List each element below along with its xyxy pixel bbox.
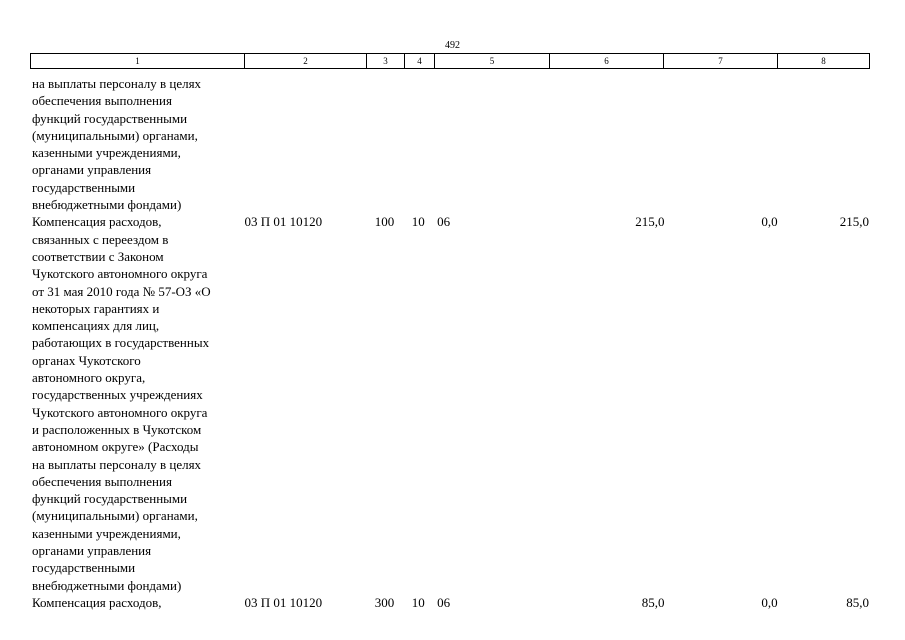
- row-value-7: 0,0: [761, 594, 778, 610]
- description-line: работающих в государственных: [32, 335, 210, 351]
- description-line: обеспечения выполнения: [32, 93, 172, 109]
- row-description: [30, 594, 244, 611]
- description-line: внебюджетными фондами): [32, 197, 182, 213]
- description-line: соответствии с Законом: [32, 248, 164, 264]
- description-line: органах Чукотского: [32, 352, 141, 368]
- column-header-4: 4: [405, 54, 435, 69]
- row-value-6: 85,0: [641, 594, 665, 610]
- row-section: 10: [411, 214, 425, 230]
- description-line: (муниципальными) органами,: [32, 508, 198, 524]
- column-header-6: 6: [550, 54, 664, 69]
- description-line: функций государственными: [32, 110, 188, 126]
- row-subsection: [433, 75, 551, 213]
- table-body: [30, 75, 869, 611]
- column-header-3: 3: [367, 54, 405, 69]
- row-description: [30, 213, 244, 594]
- description-line: Чукотского автономного округа: [32, 266, 208, 282]
- description-line: (муниципальными) органами,: [32, 127, 198, 143]
- row-value-8: [778, 75, 869, 213]
- description-line: на выплаты персоналу в целях: [32, 76, 202, 91]
- column-header-7: 7: [664, 54, 778, 69]
- row-value-8: 85,0: [846, 594, 869, 610]
- description-line: казенными учреждениями,: [32, 145, 181, 161]
- row-code: 03 П 01 10120: [244, 594, 323, 610]
- description-line: обеспечения выполнения: [32, 473, 172, 489]
- description-line: государственными: [32, 560, 136, 576]
- row-subsection: 06: [437, 214, 451, 230]
- description-line: казенными учреждениями,: [32, 525, 181, 541]
- row-value-7: [664, 75, 777, 213]
- row-subsection: 06: [437, 594, 451, 610]
- row-value-7: 0,0: [761, 214, 778, 230]
- row-section: 10: [411, 594, 425, 610]
- description-line: на выплаты персоналу в целях: [32, 456, 202, 472]
- description-line: автономного округа,: [32, 370, 146, 386]
- description-line: внебюджетными фондами): [32, 577, 182, 593]
- table-row: [30, 75, 869, 213]
- row-type: [366, 75, 404, 213]
- description-line: государственными: [32, 179, 136, 195]
- row-type: 100: [374, 214, 395, 230]
- row-code: 03 П 01 10120: [244, 214, 323, 230]
- column-header-2: 2: [245, 54, 367, 69]
- column-header-8: 8: [778, 54, 870, 69]
- description-line: и расположенных в Чукотском: [32, 421, 202, 437]
- table-row: [30, 213, 869, 594]
- description-line: автономном округе» (Расходы: [32, 439, 199, 455]
- description-line: органами управления: [32, 543, 152, 559]
- description-line: Компенсация расходов,: [32, 214, 162, 230]
- column-header-table: [30, 53, 870, 69]
- column-header-5: 5: [435, 54, 550, 69]
- row-code: [244, 75, 365, 213]
- row-type: 300: [374, 594, 395, 610]
- row-value-8: 215,0: [839, 214, 869, 230]
- row-value-6: 215,0: [635, 214, 665, 230]
- description-line: связанных с переездом в: [32, 231, 169, 247]
- description-line: Компенсация расходов,: [32, 594, 162, 610]
- description-line: от 31 мая 2010 года № 57-ОЗ «О: [32, 283, 211, 299]
- row-value-6: [551, 75, 664, 213]
- table-row: [30, 594, 869, 611]
- row-section: [403, 75, 433, 213]
- page-number: 492: [445, 40, 460, 51]
- description-line: Чукотского автономного округа: [32, 404, 208, 420]
- description-line: некоторых гарантиях и: [32, 300, 160, 316]
- column-header-1: 1: [31, 54, 245, 69]
- row-description: [30, 75, 244, 213]
- description-line: государственных учреждениях: [32, 387, 203, 403]
- description-line: органами управления: [32, 162, 152, 178]
- description-line: компенсациях для лиц,: [32, 318, 160, 334]
- description-line: функций государственными: [32, 491, 188, 507]
